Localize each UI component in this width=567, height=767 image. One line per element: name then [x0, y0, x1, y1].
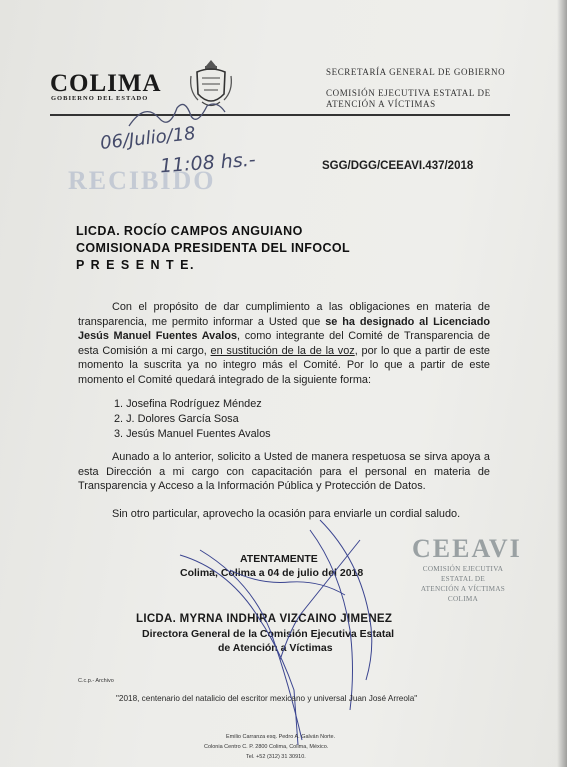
handwritten-date: 06/Julio/18: [99, 123, 197, 154]
received-stamp: RECIBIDO: [68, 166, 216, 195]
body-paragraph-2: Aunado a lo anterior, solicito a Usted de manera respetuosa se sirva apoya a esta Dirección a mi cargo con capacitación para el personal en materia de Transparencia y Acceso a la Información Pública y Protección de Datos.: [78, 451, 490, 493]
ceeavi-stamp-line-2: ESTATAL DE: [440, 575, 486, 583]
closing-word: ATENTAMENTE: [240, 553, 318, 565]
member-list-item: 3. Jesús Manuel Fuentes Avalos: [114, 428, 271, 440]
signatory-title-2: de Atención a Víctimas: [218, 642, 333, 654]
address-line-2: Colonia Centro C. P. 2800 Colima, Colima, México.: [204, 744, 329, 750]
body-paragraph-3: Sin otro particular, aprovecho la ocasión para enviarle un cordial saludo.: [112, 508, 461, 520]
ccp-archive: C.c.p.- Archivo: [78, 678, 114, 684]
ceeavi-stamp-line-3: ATENCIÓN A VÍCTIMAS: [420, 585, 506, 593]
member-list-item: 1. Josefina Rodríguez Méndez: [114, 398, 262, 410]
page-edge-shadow: [557, 0, 567, 767]
addressee-present: P R E S E N T E.: [76, 258, 195, 272]
handwritten-time: 11:08 hs.-: [159, 148, 257, 178]
signatory-name: LICDA. MYRNA INDHIRA VIZCAINO JIMENEZ: [136, 613, 393, 625]
ceeavi-stamp-name: CEEAVI: [412, 534, 522, 563]
colima-logo-subtitle: GOBIERNO DEL ESTADO: [51, 95, 149, 102]
addressee-name: LICDA. ROCÍO CAMPOS ANGUIANO: [76, 224, 303, 238]
dept-line-1: SECRETARÍA GENERAL DE GOBIERNO: [326, 67, 506, 77]
designation-highlight: se ha designado al Licenciado Jesús Manuel Fuentes Avalos: [78, 315, 490, 343]
ceeavi-stamp-line-4: COLIMA: [447, 595, 479, 603]
place-date: Colima, Colima a 04 de julio del 2018: [180, 567, 364, 579]
address-line-1: Emilio Carranza esq. Pedro A. Galván Norte.: [226, 734, 336, 740]
member-list-item: 2. J. Dolores García Sosa: [114, 413, 239, 425]
reference-number: SGG/DGG/CEEAVI.437/2018: [322, 160, 474, 172]
addressee-title: COMISIONADA PRESIDENTA DEL INFOCOL: [76, 241, 351, 255]
received-signature-scribble: [125, 96, 245, 136]
body-paragraph-1: Con el propósito de dar cumplimiento a las obligaciones en materia de transparencia, me permito informar a Usted que se ha designado al Licenciado Jesús Manuel Fuentes Avalos, como integrante del Comité de Transparencia de esta Comisión a mi cargo, en sustitución de la de la voz, por lo que a partir de este momento la suscrita ya no integro más el Comité. Por lo que a partir de este momento el Comité quedará integrado de la siguiente forma:: [78, 301, 490, 386]
address-line-3: Tel. +52 (312) 31 30910.: [246, 754, 306, 760]
ceeavi-stamp-line-1: COMISIÓN EJECUTIVA: [422, 565, 504, 573]
substitution-underline: en sustitución de la de la voz: [210, 344, 355, 357]
dept-line-3: ATENCIÓN A VÍCTIMAS: [326, 99, 436, 109]
motto: "2018, centenario del natalicio del escritor mexicano y universal Juan José Arreola": [116, 694, 418, 703]
colima-logo-word: COLIMA: [50, 70, 162, 97]
signatory-title-1: Directora General de la Comisión Ejecutiva Estatal: [142, 628, 395, 640]
dept-line-2: COMISIÓN EJECUTIVA ESTATAL DE: [326, 88, 491, 98]
header-rule: [50, 114, 510, 116]
